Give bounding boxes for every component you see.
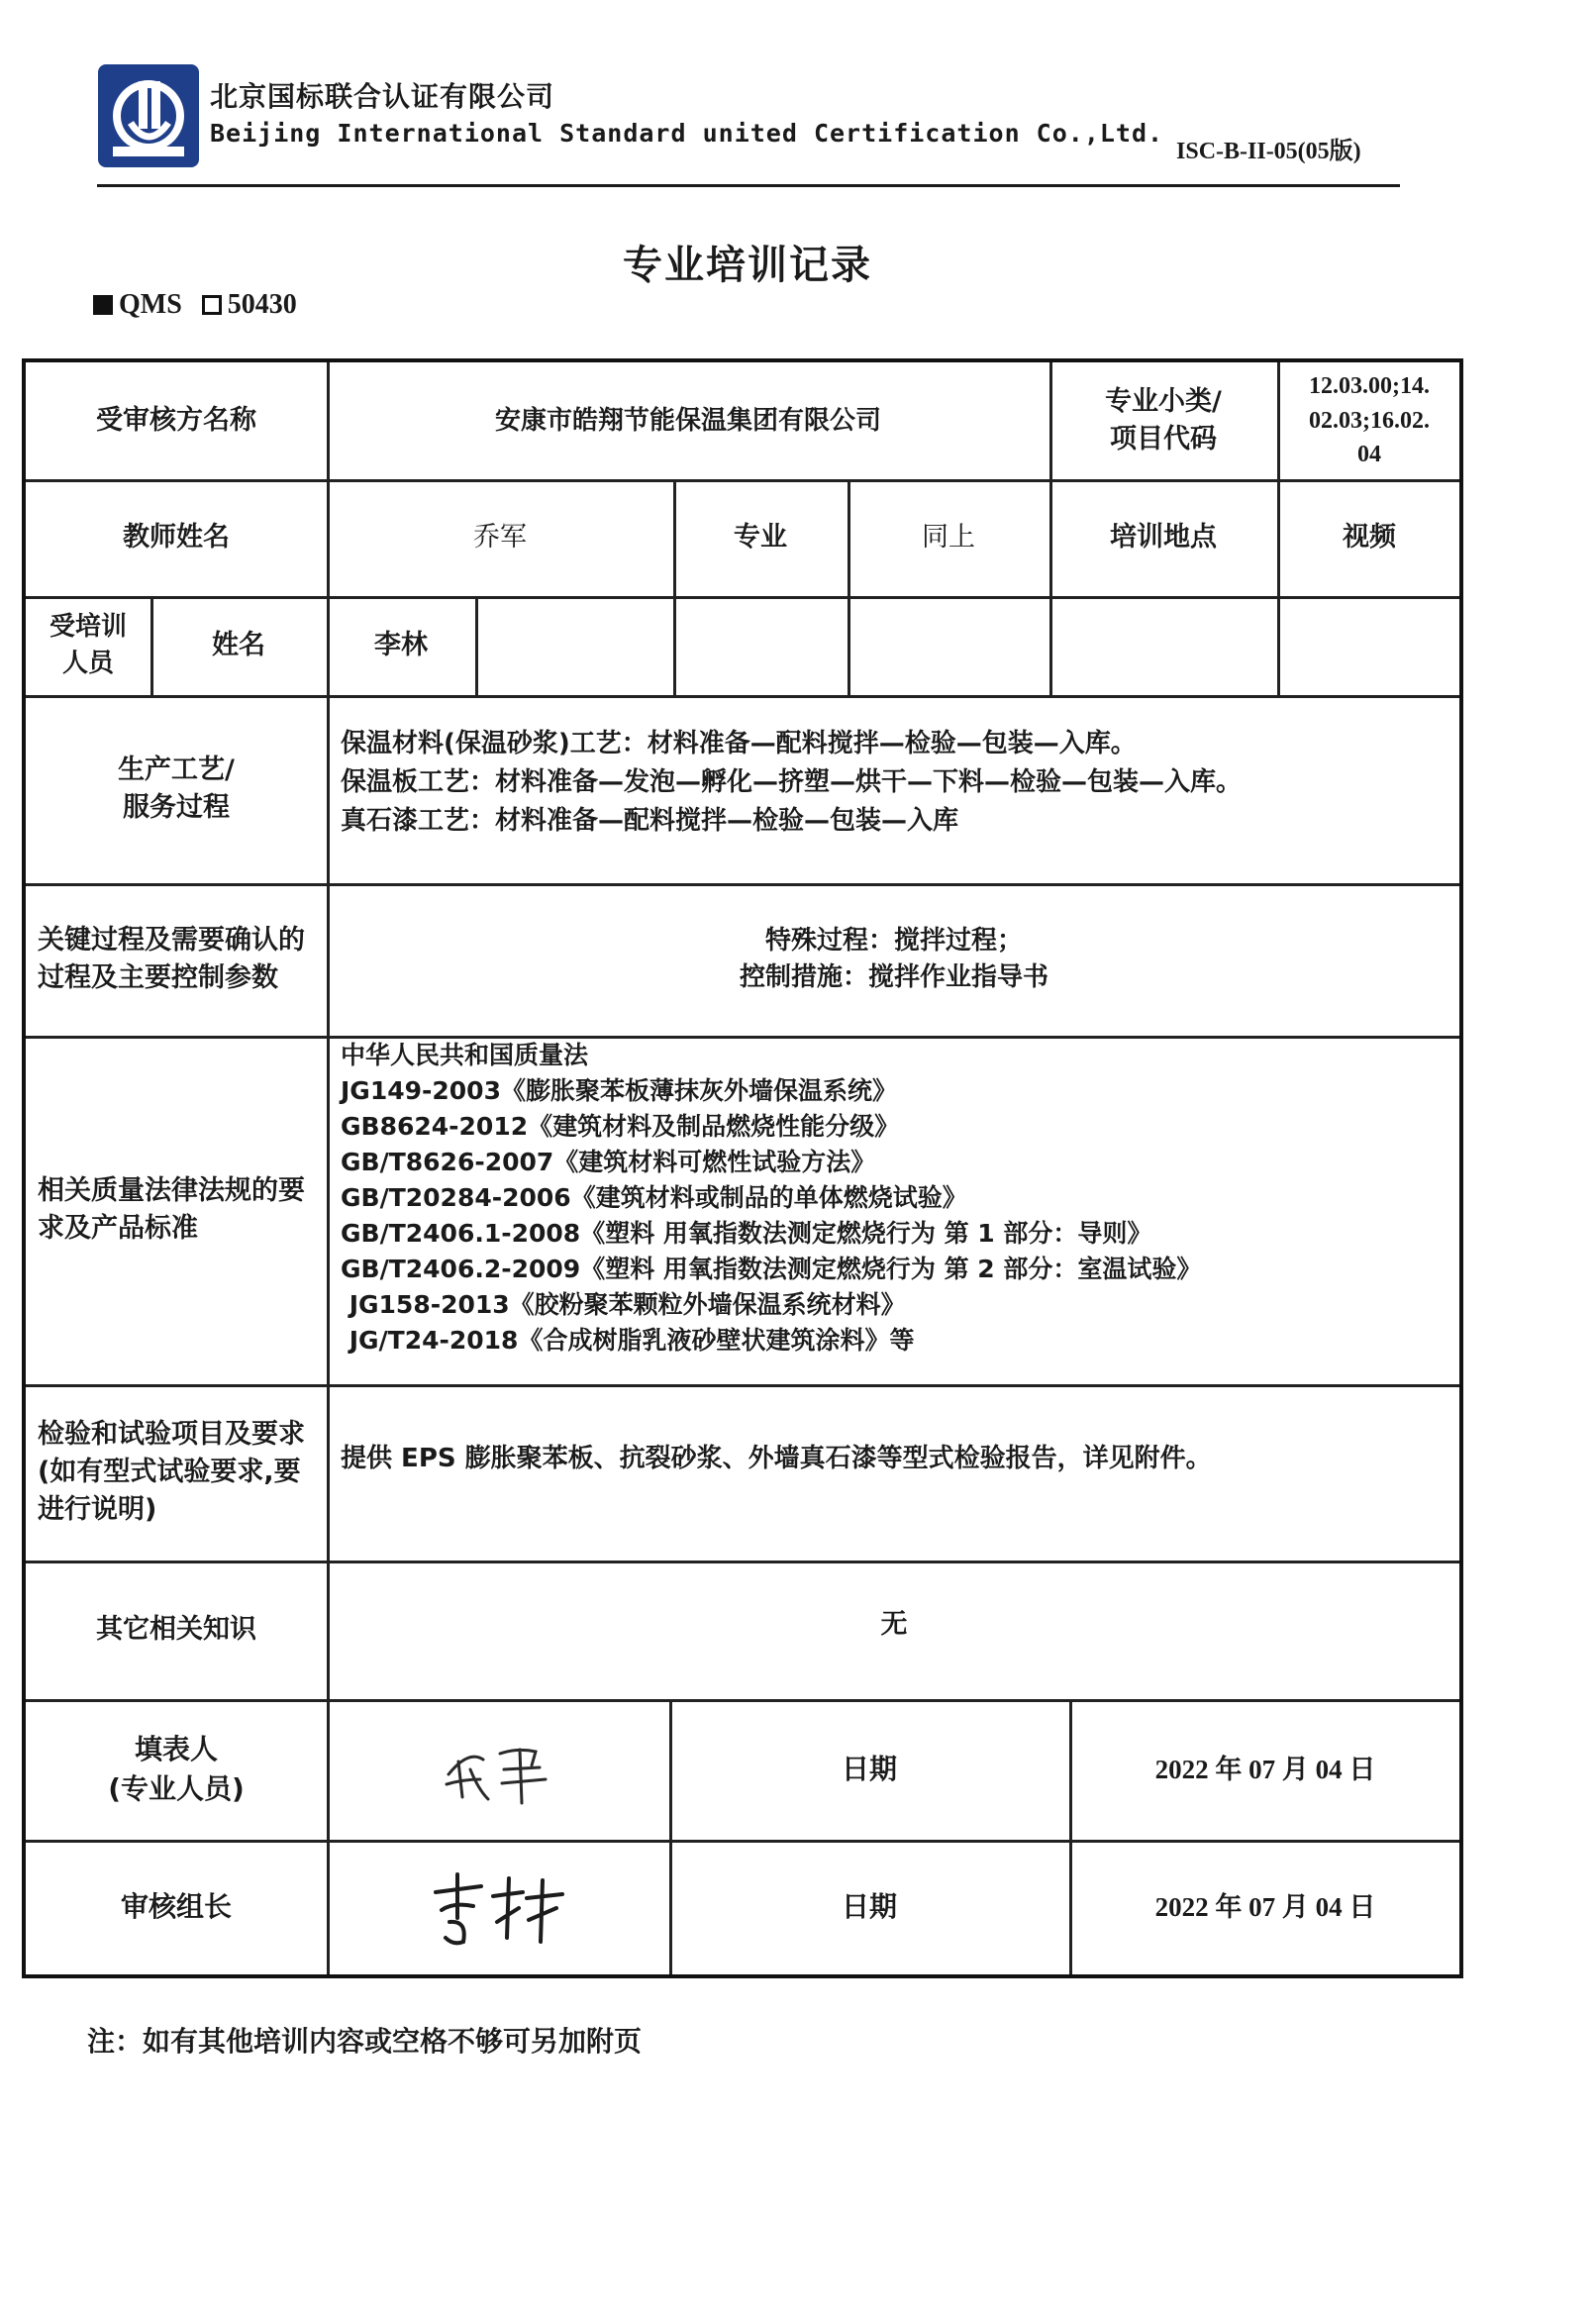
law-line: 中华人民共和国质量法 xyxy=(341,1041,589,1069)
project-code-label-line2: 项目代码 xyxy=(1110,424,1217,454)
test-label-line1: 检验和试验项目及要求 xyxy=(38,1418,305,1450)
test-content: 提供 EPS 膨胀聚苯板、抗裂砂浆、外墙真石漆等型式检验报告，详见附件。 xyxy=(341,1443,1212,1473)
company-name-en: Beijing International Standard united Certification Co.,Ltd. xyxy=(210,119,1164,148)
training-place-value: 视频 xyxy=(1343,521,1396,553)
teacher-name: 乔军 xyxy=(473,521,527,553)
filler-date-value: 2022 年 07 月 04 日 xyxy=(1154,1754,1376,1784)
project-code-value xyxy=(1277,362,1461,479)
law-line: GB/T8626-2007《建筑材料可燃性试验方法》 xyxy=(341,1148,876,1176)
filler-label xyxy=(26,1699,327,1840)
project-code-label xyxy=(1049,362,1277,479)
process-line: 保温板工艺：材料准备—发泡—孵化—挤塑—烘干—下料—检验—包装—入库。 xyxy=(341,767,1243,797)
project-code-label-line1: 专业小类/ xyxy=(1105,385,1222,417)
auditee-name: 安康市皓翔节能保温集团有限公司 xyxy=(494,405,881,436)
key-process-label-line2: 过程及主要控制参数 xyxy=(38,962,278,993)
project-code-line: 12.03.00;14. xyxy=(1309,372,1430,399)
law-line: JG149-2003《膨胀聚苯板薄抹灰外墙保温系统》 xyxy=(341,1076,897,1105)
other-knowledge-value: 无 xyxy=(880,1608,908,1640)
process-label xyxy=(26,695,327,883)
footnote: 注：如有其他培训内容或空格不够可另加附页 xyxy=(87,2025,643,2058)
law-line: GB/T2406.2-2009《塑料 用氧指数法测定燃烧行为 第 2 部分：室温试验》 xyxy=(341,1255,1202,1283)
law-line: JG158-2013《胶粉聚苯颗粒外墙保温系统材料》 xyxy=(341,1290,906,1319)
header-divider xyxy=(97,184,1400,187)
form-code: ISC-B-II-05(05版) xyxy=(1176,139,1361,164)
leader-date-value: 2022 年 07 月 04 日 xyxy=(1154,1891,1376,1922)
qms-checkbox-checked xyxy=(93,295,113,315)
test-label xyxy=(26,1384,327,1561)
50430-label: 50430 xyxy=(227,289,297,320)
project-code-line: 04 xyxy=(1357,442,1381,468)
key-process-line: 控制措施：搅拌作业指导书 xyxy=(739,962,1048,992)
process-label-line1: 生产工艺/ xyxy=(118,754,235,785)
trainee-label-line2: 人员 xyxy=(61,649,114,678)
process-line: 保温材料(保温砂浆)工艺：材料准备—配料搅拌—检验—包装—入库。 xyxy=(341,729,1137,758)
law-line: GB/T20284-2006《建筑材料或制品的单体燃烧试验》 xyxy=(341,1183,967,1212)
law-content xyxy=(327,1036,1461,1384)
company-logo-icon xyxy=(95,61,202,170)
key-process-label xyxy=(26,883,327,1036)
key-process-content xyxy=(327,883,1461,1036)
law-line: JG/T24-2018《合成树脂乳液砂壁状建筑涂料》等 xyxy=(341,1326,915,1355)
filler-signature xyxy=(327,1699,669,1840)
trainee-label xyxy=(26,596,150,695)
law-line: GB/T2406.1-2008《塑料 用氧指数法测定燃烧行为 第 1 部分：导则》 xyxy=(341,1219,1152,1248)
audit-leader-label: 审核组长 xyxy=(120,1890,232,1924)
key-process-label-line1: 关键过程及需要确认的 xyxy=(38,924,305,956)
handwritten-signature-icon xyxy=(429,1730,567,1809)
handwritten-signature-icon xyxy=(424,1863,572,1952)
process-line: 真石漆工艺：材料准备—配料搅拌—检验—包装—入库 xyxy=(341,806,959,836)
qms-label: QMS xyxy=(119,289,182,320)
standard-selection xyxy=(93,289,297,321)
column-divider xyxy=(475,596,478,695)
leader-date-label: 日期 xyxy=(841,1890,897,1924)
filler-date-label: 日期 xyxy=(841,1753,897,1786)
company-name-cn: 北京国标联合认证有限公司 xyxy=(210,80,555,113)
project-code-line: 02.03;16.02. xyxy=(1309,407,1430,434)
test-label-line3: 进行说明) xyxy=(38,1494,157,1526)
other-knowledge-label: 其它相关知识 xyxy=(96,1613,256,1645)
major-label: 专业 xyxy=(734,521,787,553)
law-line: GB8624-2012《建筑材料及制品燃烧性能分级》 xyxy=(341,1112,900,1141)
page-title: 专业培训记录 xyxy=(623,243,872,288)
law-label-line1: 相关质量法律法规的要 xyxy=(38,1174,305,1206)
major-value: 同上 xyxy=(922,521,975,553)
isc-logo-icon xyxy=(95,61,202,170)
training-record-table xyxy=(22,358,1463,1978)
training-place-label: 培训地点 xyxy=(1110,521,1217,553)
filler-label-line2: (专业人员) xyxy=(108,1772,245,1805)
50430-checkbox-unchecked xyxy=(202,295,222,315)
auditee-label: 受审核方名称 xyxy=(96,404,256,436)
trainee-name-label: 姓名 xyxy=(212,629,265,660)
trainee-name: 李林 xyxy=(374,629,428,660)
leader-signature xyxy=(327,1840,669,1974)
law-label xyxy=(26,1036,327,1384)
filler-label-line1: 填表人 xyxy=(134,1733,218,1766)
test-label-line2: (如有型式试验要求,要 xyxy=(38,1456,301,1487)
trainee-label-line1: 受培训 xyxy=(49,612,127,643)
key-process-line: 特殊过程：搅拌过程； xyxy=(764,926,1023,957)
teacher-label: 教师姓名 xyxy=(123,521,230,553)
process-content xyxy=(327,695,1461,883)
law-label-line2: 求及产品标准 xyxy=(38,1213,198,1244)
process-label-line2: 服务过程 xyxy=(123,792,230,823)
